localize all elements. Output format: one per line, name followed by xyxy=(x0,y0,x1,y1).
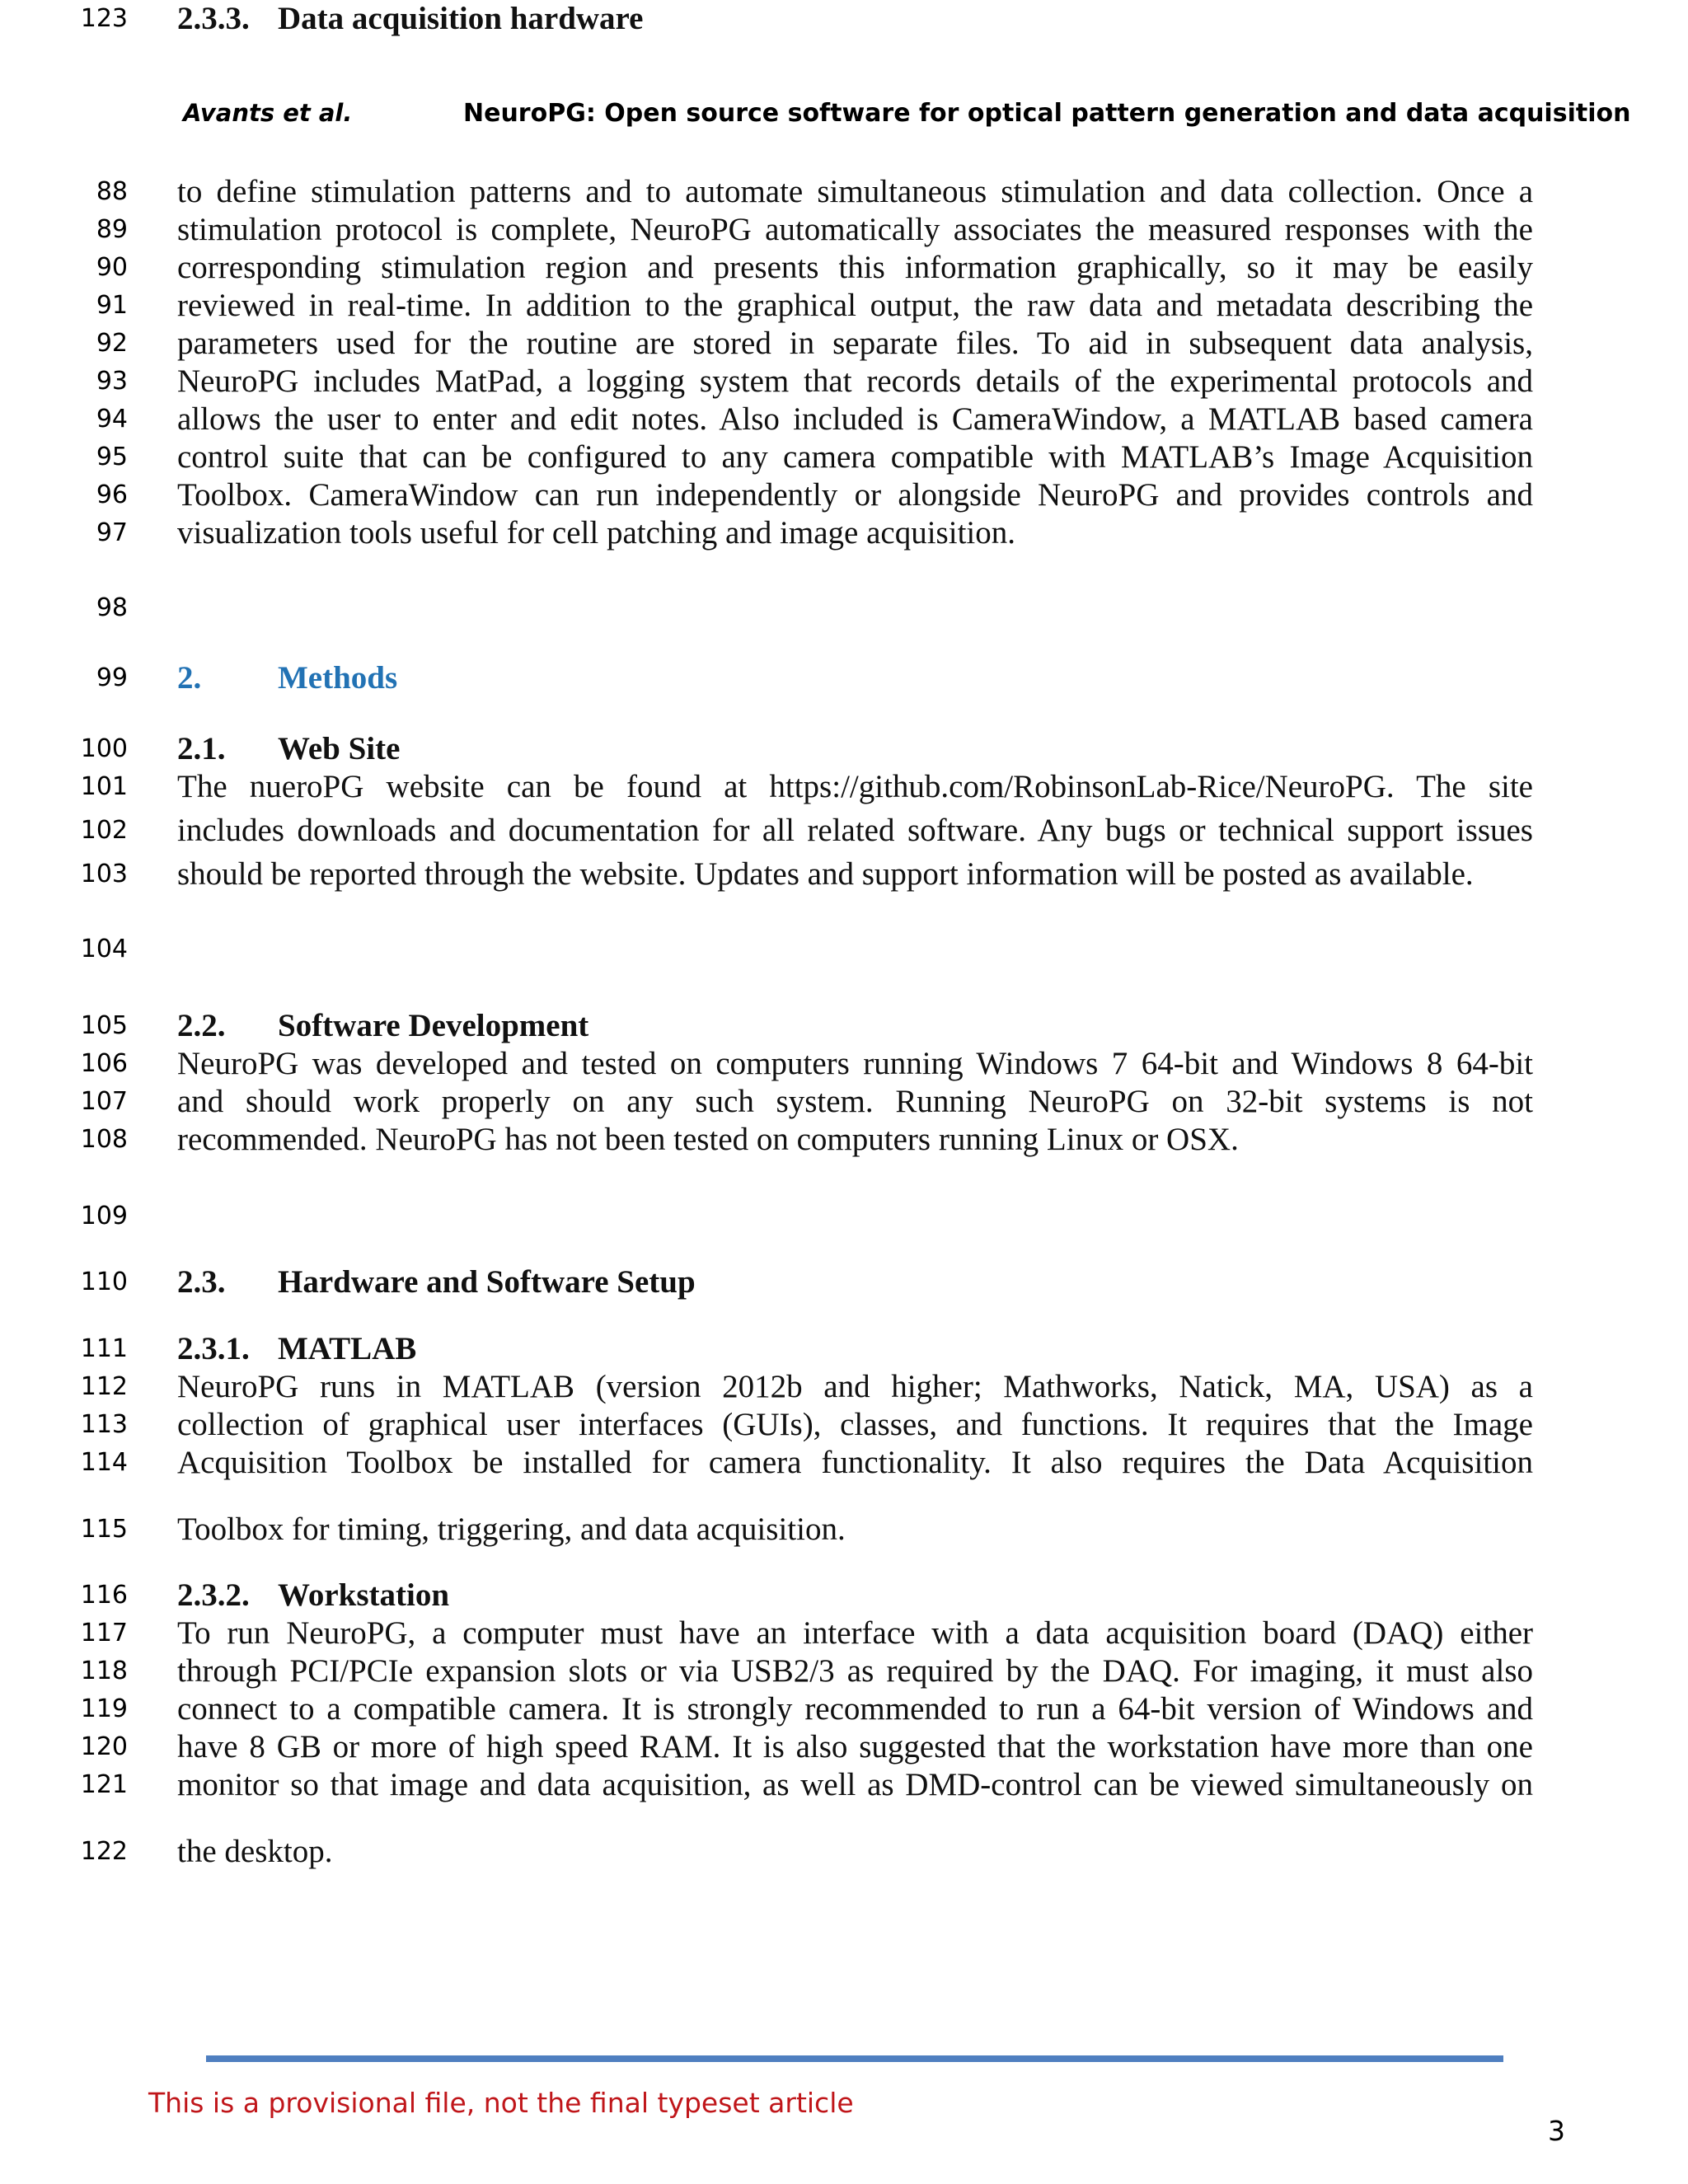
line-number: 90 xyxy=(96,253,128,282)
section-heading xyxy=(177,1577,1533,1615)
line-number: 103 xyxy=(80,860,128,888)
line-number: 92 xyxy=(96,329,128,358)
body-line xyxy=(0,249,1688,287)
line-number: 123 xyxy=(80,4,128,33)
line-number: 118 xyxy=(80,1657,128,1685)
section-title: Web Site xyxy=(278,731,401,766)
line-text: have 8 GB or more of high speed RAM. It is also suggested that the workstation have more than one xyxy=(177,1729,1533,1765)
body-line xyxy=(0,173,1688,211)
body-line xyxy=(0,476,1688,514)
section-number: 2.3.3. xyxy=(177,1,250,36)
header-authors: Avants et al. xyxy=(183,99,353,127)
body-line xyxy=(0,1406,1688,1444)
body-line xyxy=(0,930,1688,968)
body-line xyxy=(0,1652,1688,1690)
provisional-notice: This is a provisional file, not the final typeset article xyxy=(148,2087,854,2119)
line-number: 104 xyxy=(80,935,128,963)
line-number: 114 xyxy=(80,1448,128,1477)
body-line xyxy=(0,1833,1688,1871)
body-line xyxy=(0,1197,1688,1235)
section-number: 2.3. xyxy=(177,1264,226,1300)
line-number: 120 xyxy=(80,1732,128,1761)
section-number: 2.2. xyxy=(177,1008,226,1043)
section-title: Methods xyxy=(278,660,398,696)
body-line xyxy=(0,1045,1688,1083)
line-number: 110 xyxy=(80,1268,128,1296)
section-title: Software Development xyxy=(278,1008,589,1043)
body-line xyxy=(0,1083,1688,1121)
line-number: 113 xyxy=(80,1410,128,1439)
line-text: Toolbox for timing, triggering, and data acquisition. xyxy=(177,1511,846,1547)
line-number: 107 xyxy=(80,1087,128,1116)
body-line xyxy=(0,1766,1688,1804)
line-text: and should work properly on any such system. Running NeuroPG on 32-bit systems is not xyxy=(177,1084,1533,1119)
line-number: 91 xyxy=(96,291,128,320)
body-line xyxy=(0,438,1688,476)
line-number: 119 xyxy=(80,1694,128,1723)
line-number: 106 xyxy=(80,1049,128,1078)
body-line xyxy=(0,514,1688,552)
body-line xyxy=(0,1121,1688,1159)
body-line xyxy=(0,730,1688,768)
body-line xyxy=(0,325,1688,363)
line-number: 112 xyxy=(80,1372,128,1401)
section-heading xyxy=(177,0,1533,38)
line-number: 109 xyxy=(80,1202,128,1230)
body-line xyxy=(0,768,1688,806)
line-text: through PCI/PCIe expansion slots or via USB2/3 as required by the DAQ. For imaging, it must also xyxy=(177,1653,1533,1689)
section-number: 2. xyxy=(177,660,202,696)
line-number: 108 xyxy=(80,1125,128,1154)
line-text: NeuroPG includes MatPad, a logging system that records details of the experimental protocols and xyxy=(177,363,1533,399)
body-line xyxy=(0,363,1688,401)
line-number: 98 xyxy=(96,593,128,622)
body-line xyxy=(0,1330,1688,1368)
body-line xyxy=(0,812,1688,850)
body-line xyxy=(0,1690,1688,1728)
body-line xyxy=(0,1368,1688,1406)
line-text: The nueroPG website can be found at https://github.com/RobinsonLab-Rice/NeuroPG. The site xyxy=(177,769,1533,804)
body-line xyxy=(0,0,1688,38)
line-text: visualization tools useful for cell patching and image acquisition. xyxy=(177,515,1015,551)
body-line xyxy=(0,287,1688,325)
line-text: reviewed in real-time. In addition to the graphical output, the raw data and metadata describing the xyxy=(177,288,1533,323)
body-line xyxy=(0,1007,1688,1045)
line-number: 116 xyxy=(80,1581,128,1610)
running-header xyxy=(0,99,1688,135)
section-title: Data acquisition hardware xyxy=(278,1,644,36)
line-number: 99 xyxy=(96,663,128,692)
body-line xyxy=(0,589,1688,627)
section-heading xyxy=(177,730,1533,768)
line-number: 101 xyxy=(80,772,128,801)
line-text: control suite that can be configured to any camera compatible with MATLAB’s Image Acquisition xyxy=(177,439,1533,475)
line-text: includes downloads and documentation for all related software. Any bugs or technical support issues xyxy=(177,813,1533,848)
line-number: 121 xyxy=(80,1770,128,1799)
line-number: 102 xyxy=(80,816,128,845)
body-line xyxy=(0,401,1688,438)
line-text: to define stimulation patterns and to automate simultaneous stimulation and data collection. Once a xyxy=(177,174,1533,209)
line-text: monitor so that image and data acquisition, as well as DMD-control can be viewed simultaneously on xyxy=(177,1767,1533,1802)
section-heading xyxy=(177,659,1533,697)
line-number: 89 xyxy=(96,215,128,244)
body-line xyxy=(0,659,1688,697)
line-text: should be reported through the website. Updates and support information will be posted as available. xyxy=(177,856,1474,892)
page-number: 3 xyxy=(1548,2115,1565,2147)
line-text: collection of graphical user interfaces (GUIs), classes, and functions. It requires that the Image xyxy=(177,1407,1533,1442)
line-text: corresponding stimulation region and presents this information graphically, so it may be easily xyxy=(177,250,1533,285)
line-number: 115 xyxy=(80,1515,128,1544)
body-line xyxy=(0,1444,1688,1482)
body-line xyxy=(0,1511,1688,1549)
body-line xyxy=(0,1577,1688,1615)
line-number: 111 xyxy=(80,1334,128,1363)
body-line xyxy=(0,855,1688,893)
line-number: 88 xyxy=(96,177,128,206)
section-title: MATLAB xyxy=(278,1331,417,1366)
line-number: 94 xyxy=(96,405,128,434)
section-heading xyxy=(177,1330,1533,1368)
section-number: 2.3.2. xyxy=(177,1577,250,1613)
line-number: 95 xyxy=(96,443,128,471)
body-line xyxy=(0,211,1688,249)
line-text: recommended. NeuroPG has not been tested on computers running Linux or OSX. xyxy=(177,1122,1239,1157)
section-heading xyxy=(177,1263,1533,1301)
line-number: 122 xyxy=(80,1837,128,1866)
line-number: 96 xyxy=(96,480,128,509)
line-number: 100 xyxy=(80,734,128,763)
section-title: Hardware and Software Setup xyxy=(278,1264,696,1300)
line-text: NeuroPG runs in MATLAB (version 2012b and higher; Mathworks, Natick, MA, USA) as a xyxy=(177,1369,1533,1404)
body-line xyxy=(0,1728,1688,1766)
line-number: 97 xyxy=(96,518,128,547)
line-text: parameters used for the routine are stored in separate files. To aid in subsequent data analysis, xyxy=(177,326,1533,361)
line-text: To run NeuroPG, a computer must have an interface with a data acquisition board (DAQ) either xyxy=(177,1615,1533,1651)
line-text: connect to a compatible camera. It is strongly recommended to run a 64-bit version of Windows and xyxy=(177,1691,1533,1727)
line-text: Acquisition Toolbox be installed for camera functionality. It also requires the Data Acquisition xyxy=(177,1445,1533,1480)
line-text: the desktop. xyxy=(177,1834,333,1869)
body-line xyxy=(0,1615,1688,1652)
footer-rule xyxy=(206,2055,1503,2062)
line-number: 117 xyxy=(80,1619,128,1647)
line-text: stimulation protocol is complete, NeuroPG automatically associates the measured responses with the xyxy=(177,212,1533,247)
section-heading xyxy=(177,1007,1533,1045)
body-line xyxy=(0,1263,1688,1301)
line-text: Toolbox. CameraWindow can run independently or alongside NeuroPG and provides controls and xyxy=(177,477,1533,513)
section-number: 2.3.1. xyxy=(177,1331,250,1366)
line-text: NeuroPG was developed and tested on computers running Windows 7 64-bit and Windows 8 64-bit xyxy=(177,1046,1533,1081)
line-number: 93 xyxy=(96,367,128,396)
line-number: 105 xyxy=(80,1011,128,1040)
line-text: allows the user to enter and edit notes. Also included is CameraWindow, a MATLAB based camera xyxy=(177,401,1533,437)
section-number: 2.1. xyxy=(177,731,226,766)
section-title: Workstation xyxy=(278,1577,450,1613)
header-title: NeuroPG: Open source software for optical pattern generation and data acquisition xyxy=(463,99,1631,128)
